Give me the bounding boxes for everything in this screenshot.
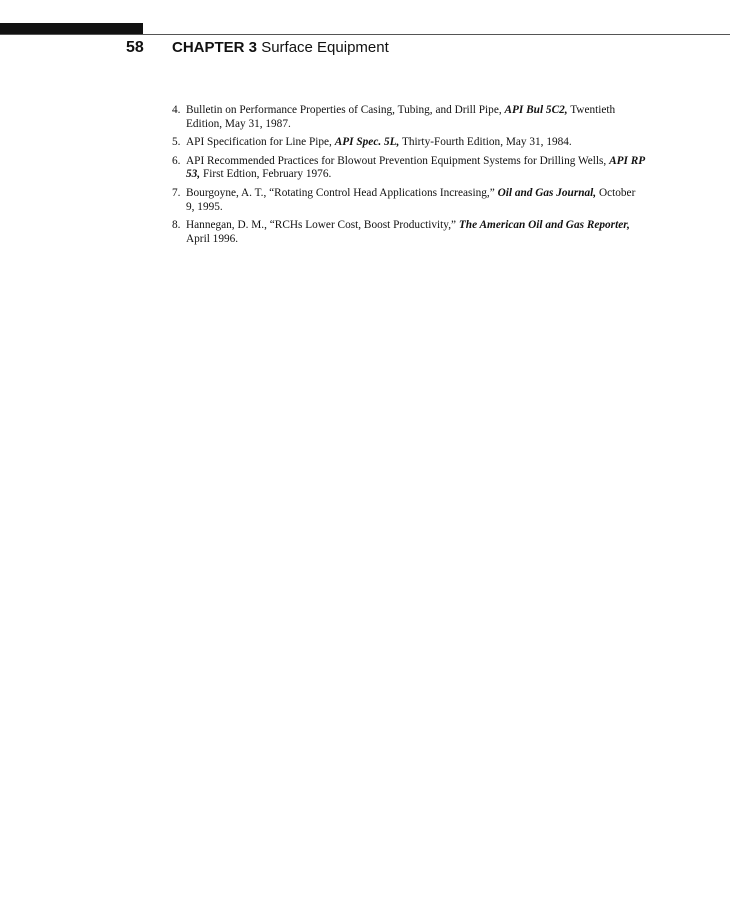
chapter-title: Surface Equipment [261, 39, 389, 56]
reference-number: 7. [172, 186, 181, 199]
reference-source: The American Oil and Gas Reporter, [458, 219, 630, 232]
reference-details: Thirty-Fourth Edition, May 31, 1984. [399, 136, 572, 149]
reference-text: API Recommended Practices for Blowout Prevention Equipment Systems for Drilling Wells, [186, 154, 610, 167]
reference-list [172, 104, 646, 251]
header-rule [0, 34, 730, 35]
reference-details: Twentieth Edition, May 31, 1987. [186, 104, 616, 130]
reference-text: Bourgoyne, A. T., “Rotating Control Head Applications Increasing,” [186, 186, 498, 199]
reference-item [172, 187, 646, 214]
reference-number: 5. [172, 136, 181, 149]
reference-source: API Bul 5C2, [504, 104, 568, 116]
running-head [172, 39, 389, 56]
reference-item [172, 155, 646, 182]
chapter-label: CHAPTER 3 [172, 39, 258, 56]
reference-source: API RP 53, [186, 154, 645, 181]
reference-item [172, 104, 646, 131]
reference-text: Bulletin on Performance Properties of Casing, Tubing, and Drill Pipe, [186, 104, 505, 116]
reference-item [172, 136, 646, 150]
reference-text: Hannegan, D. M., “RCHs Lower Cost, Boost Productivity,” [186, 219, 459, 232]
page-number: 58 [126, 39, 144, 56]
reference-source: Oil and Gas Journal, [497, 186, 597, 199]
reference-details: First Edtion, February 1976. [200, 168, 332, 181]
reference-details: April 1996. [186, 232, 239, 245]
reference-details: October 9, 1995. [186, 186, 636, 213]
reference-number: 4. [172, 104, 181, 116]
reference-number: 8. [172, 219, 181, 232]
reference-item [172, 219, 646, 246]
reference-text: API Specification for Line Pipe, [186, 136, 335, 149]
reference-number: 6. [172, 154, 181, 167]
reference-source: API Spec. 5L, [334, 136, 400, 149]
page-header [0, 39, 730, 61]
